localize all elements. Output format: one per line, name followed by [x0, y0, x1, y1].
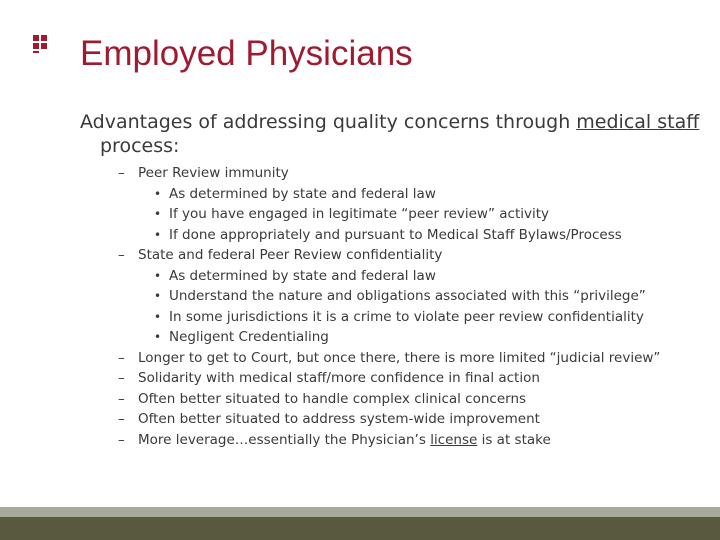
sub-bullet-text: In some jurisdictions it is a crime to violate peer review confidentiality [169, 308, 644, 325]
bullet-leverage [80, 430, 700, 451]
dash-marker: – [118, 370, 125, 386]
sub-bullet [80, 184, 700, 205]
bullet-text: More leverage…essentially the Physician’s [138, 431, 431, 448]
lead-paragraph [80, 110, 700, 158]
dot-marker: • [154, 309, 162, 324]
footer-stripe-dark [0, 517, 720, 540]
bullet-confidentiality [80, 245, 700, 266]
sub-bullet [80, 327, 700, 348]
sub-bullet [80, 266, 700, 287]
sub-bullet-text: As determined by state and federal law [169, 185, 436, 202]
dash-marker: – [118, 431, 125, 448]
bullet-text: Often better situated to address system-wide improvement [138, 411, 540, 427]
bullet-text-end: is at stake [477, 431, 551, 448]
sub-bullet [80, 204, 700, 225]
dot-marker: • [154, 289, 162, 303]
lead-text: Advantages of addressing quality concerns through [80, 111, 577, 133]
dot-marker: • [154, 227, 162, 242]
sub-bullet [80, 307, 700, 328]
slide-body [80, 110, 700, 450]
bullet-underlined-text: license [430, 431, 478, 448]
bullet-system-wide [80, 409, 700, 430]
sub-bullet-text: If you have engaged in legitimate “peer review” activity [169, 206, 550, 222]
lead-text-end: process: [100, 135, 180, 157]
bullet-text: State and federal Peer Review confidentiality [138, 247, 443, 263]
dash-marker: – [118, 390, 125, 407]
dot-marker: • [154, 186, 162, 201]
dash-marker: – [118, 411, 125, 427]
dash-marker: – [118, 165, 125, 181]
bullet-text: Longer to get to Court, but once there, there is more limited “judicial review” [138, 349, 661, 366]
bullet-text: Solidarity with medical staff/more confidence in final action [138, 370, 540, 386]
bullet-solidarity [80, 368, 700, 389]
sub-bullet [80, 286, 700, 307]
dash-marker: – [118, 349, 125, 366]
footer-stripe-light [0, 507, 720, 517]
sub-bullet-text: If done appropriately and pursuant to Medical Staff Bylaws/Process [169, 226, 622, 243]
bullet-complex-concerns [80, 389, 700, 410]
slide-title: Employed Physicians [80, 34, 413, 73]
lead-underlined-text: medical staff [576, 111, 700, 133]
logo-icon [33, 35, 53, 53]
sub-bullet [80, 225, 700, 246]
bullet-judicial-review [80, 348, 700, 369]
bullet-text: Often better situated to handle complex clinical concerns [138, 390, 527, 407]
dot-marker: • [154, 330, 162, 344]
sub-bullet-text: Negligent Credentialing [169, 329, 329, 345]
bullet-peer-review-immunity [80, 163, 700, 184]
dash-marker: – [118, 247, 125, 263]
sub-bullet-text: As determined by state and federal law [169, 267, 436, 284]
bullet-text: Peer Review immunity [138, 165, 289, 181]
dot-marker: • [154, 268, 162, 283]
sub-bullet-text: Understand the nature and obligations associated with this “privilege” [169, 288, 646, 304]
dot-marker: • [154, 207, 162, 221]
